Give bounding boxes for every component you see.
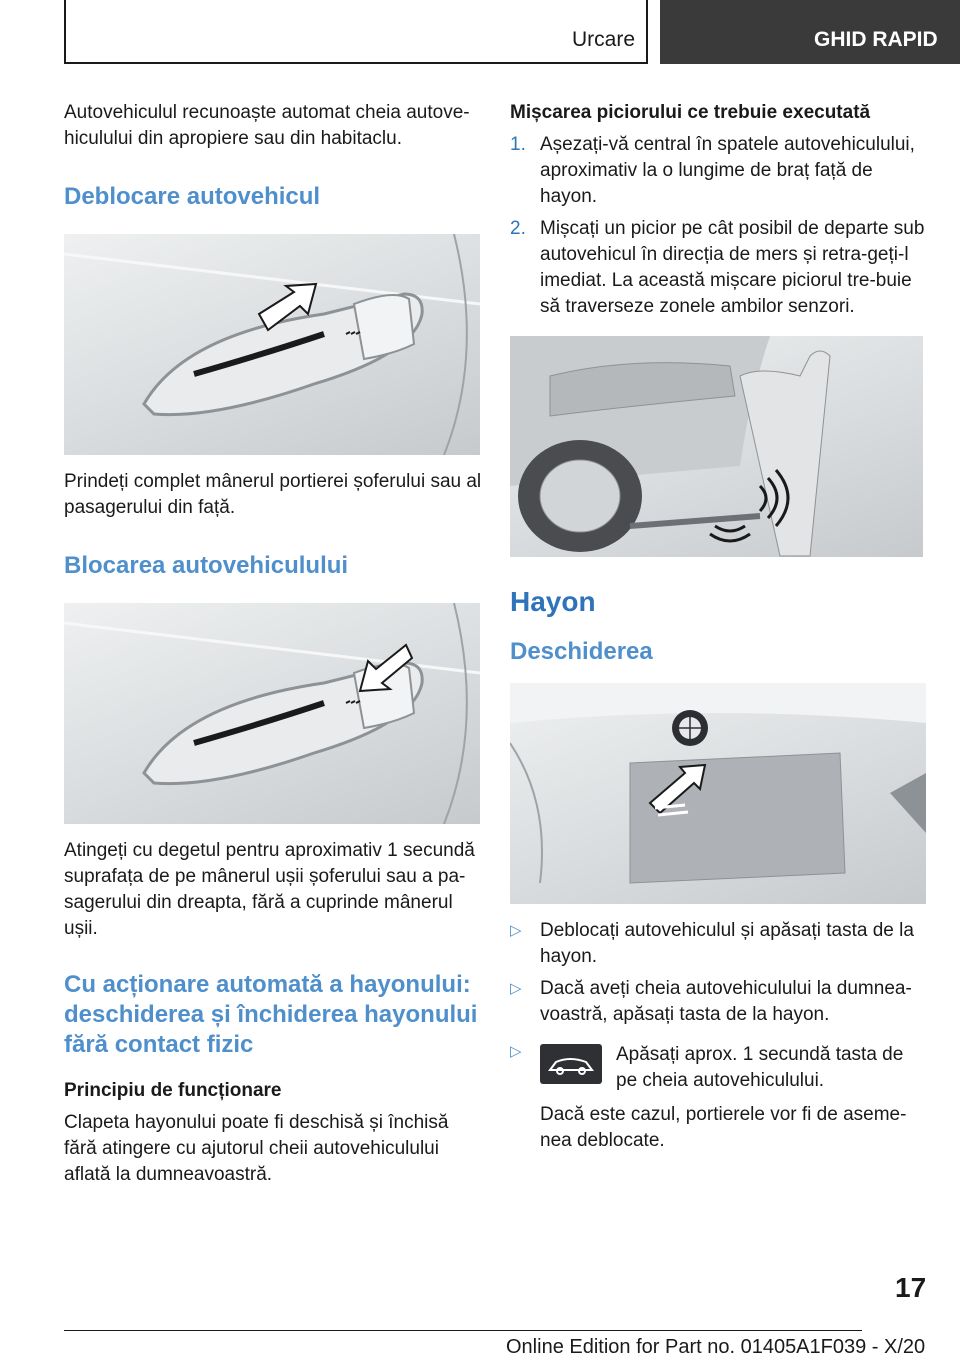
lock-paragraph: Atingeți cu degetul pentru aproximativ 1 secundă suprafața de pe mânerul ușii șoferului sau a pa-sagerului din dreapta, fără a cuprinde mânerul ușii.	[64, 840, 475, 939]
section-title: Urcare	[571, 28, 635, 51]
triangle-bullet-icon: ▷	[510, 922, 522, 939]
left-column	[64, 100, 482, 1188]
right-column	[510, 100, 928, 1154]
step-item: 1. Așezați-vă central în spatele autovehiculului, aproximativ la o lungime de braț față de hayon.	[510, 134, 915, 207]
door-handle-unlock-image	[64, 234, 480, 455]
header-frame	[64, 0, 648, 64]
step-item: 2. Mișcați un picior pe cât posibil de departe sub autovehicul în direcția de mers și retra-geți-l imediat. La această mișcare piciorul tre-buie să traverseze zonele ambilor senzori.	[510, 218, 925, 317]
open-bullets	[510, 918, 928, 1028]
heading-auto-tailgate: Cu acționare automată a hayonului: deschiderea și închiderea hayonului fără contact fizic	[64, 971, 478, 1058]
heading-unlock: Deblocare autovehicul	[64, 183, 321, 210]
heading-hayon: Hayon	[510, 586, 596, 617]
key-bullet	[510, 1042, 928, 1154]
page-number: 17	[895, 1272, 927, 1303]
heading-open: Deschiderea	[510, 638, 653, 665]
tailgate-key-button-icon	[540, 1044, 602, 1084]
triangle-bullet-icon: ▷	[510, 980, 522, 997]
triangle-bullet-icon: ▷	[510, 1043, 522, 1060]
chapter-tab	[660, 0, 960, 64]
intro-paragraph: Autovehiculul recunoaște automat cheia autove-hiculului din apropiere sau din habitaclu.	[64, 102, 470, 149]
bullet-item: ▷ Dacă aveți cheia autovehiculului la dumnea-voastră, apăsați tasta de la hayon.	[510, 978, 912, 1025]
motion-steps	[510, 132, 928, 320]
key-text: Apăsați aprox. 1 secundă tasta de pe cheia autovehiculului.	[616, 1044, 904, 1091]
door-handle-lock-image	[64, 603, 480, 824]
bullet-item: ▷ Deblocați autovehiculul și apăsați tasta de la hayon.	[510, 920, 914, 967]
chapter-tab-label: GHID RAPID	[814, 28, 938, 51]
heading-foot-motion: Mișcarea piciorului ce trebuie executată	[510, 102, 871, 123]
unlock-paragraph: Prindeți complet mânerul portierei șoferului sau al pasagerului din față.	[64, 471, 482, 518]
principle-paragraph: Clapeta hayonului poate fi deschisă și închisă fără atingere cu ajutorul cheii autovehiculului aflată la dumneavoastră.	[64, 1112, 449, 1185]
foot-gesture-image	[510, 336, 923, 557]
footer-divider	[64, 1330, 862, 1331]
footer-edition: Online Edition for Part no. 01405A1F039 - X/20	[506, 1336, 926, 1358]
tailgate-button-image	[510, 683, 926, 904]
heading-principle: Principiu de funcționare	[64, 1080, 282, 1101]
heading-lock: Blocarea autovehiculului	[64, 552, 349, 579]
after-text: Dacă este cazul, portierele vor fi de aseme-nea deblocate.	[540, 1104, 907, 1151]
